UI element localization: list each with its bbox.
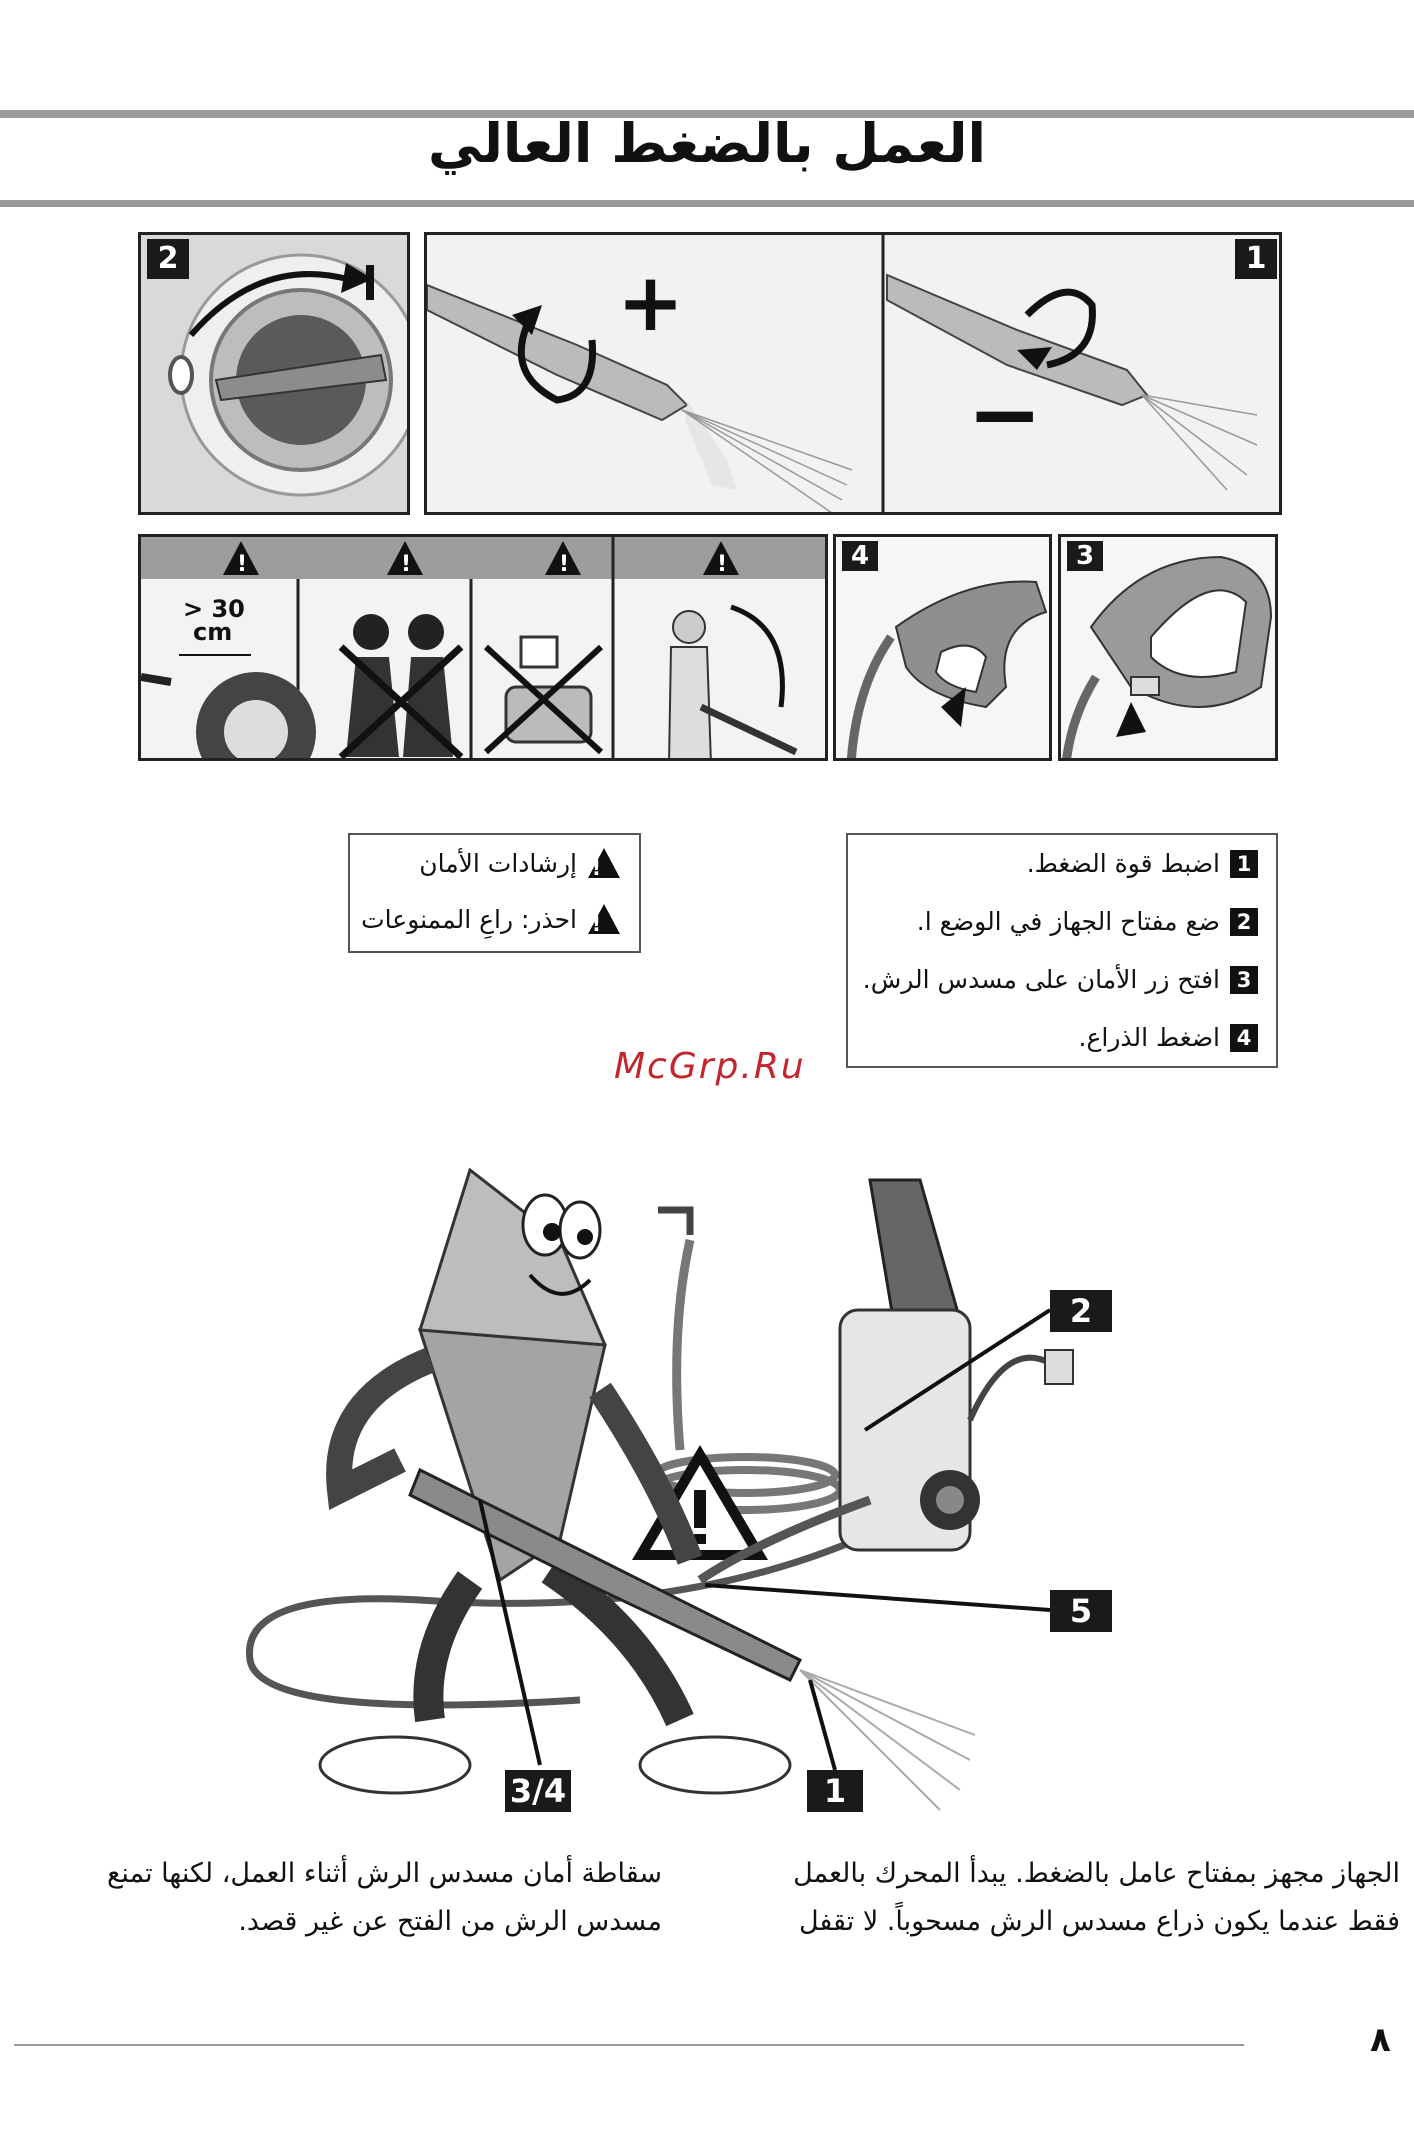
svg-text:!: ! bbox=[559, 552, 570, 577]
paragraph-left bbox=[62, 1850, 662, 1946]
callout-label: 1 bbox=[807, 1770, 863, 1812]
svg-text:!: ! bbox=[591, 912, 601, 935]
paragraph-line: الجهاز مجهز بمفتاح عامل بالضغط. يبدأ المحرك بالعمل bbox=[793, 1858, 1400, 1889]
paragraph-line: سقاطة أمان مسدس الرش أثناء العمل، لكنها تمنع bbox=[106, 1858, 662, 1889]
step-number: 3 bbox=[1230, 966, 1258, 994]
page-title: العمل بالضغط العالي bbox=[427, 112, 987, 175]
watermark: McGrp.Ru bbox=[614, 1046, 806, 1087]
panel-number: 1 bbox=[1235, 239, 1277, 279]
step-text: اضغط الذراع. bbox=[1078, 1023, 1220, 1052]
step-number: 4 bbox=[1230, 1024, 1258, 1052]
callout-label: 5 bbox=[1050, 1590, 1112, 1632]
panel-number: 2 bbox=[147, 239, 189, 279]
step-text: ضع مفتاح الجهاز في الوضع ا. bbox=[916, 907, 1220, 936]
svg-text:!: ! bbox=[591, 856, 601, 879]
step-text: اضبط قوة الضغط. bbox=[1026, 849, 1220, 878]
callout-label: 2 bbox=[1050, 1290, 1112, 1332]
panel-number: 4 bbox=[842, 541, 878, 571]
warning-text: إرشادات الأمان bbox=[419, 848, 577, 878]
footer-rule bbox=[14, 2044, 1244, 2046]
warning-text: احذر: راعِ الممنوعات bbox=[361, 904, 577, 934]
step-number: 2 bbox=[1230, 908, 1258, 936]
callout-label: 3/4 bbox=[505, 1770, 571, 1812]
minus-sign: − bbox=[967, 362, 1043, 467]
svg-text:!: ! bbox=[237, 552, 248, 577]
distance-top-label: > 30 bbox=[183, 595, 245, 623]
plus-sign: + bbox=[617, 256, 685, 349]
paragraph-right bbox=[750, 1850, 1400, 1946]
distance-unit-label: cm bbox=[193, 618, 233, 646]
paragraph-line: مسدس الرش من الفتح عن غير قصد. bbox=[238, 1906, 662, 1937]
panel-number: 3 bbox=[1067, 541, 1103, 571]
paragraph-line: فقط عندما يكون ذراع مسدس الرش مسحوباً. لا تقفل bbox=[798, 1906, 1400, 1937]
step-text: افتح زر الأمان على مسدس الرش. bbox=[862, 965, 1220, 994]
step-number: 1 bbox=[1230, 850, 1258, 878]
page-number: ٨ bbox=[1370, 2020, 1391, 2060]
svg-text:!: ! bbox=[717, 552, 728, 577]
svg-text:!: ! bbox=[401, 552, 412, 577]
